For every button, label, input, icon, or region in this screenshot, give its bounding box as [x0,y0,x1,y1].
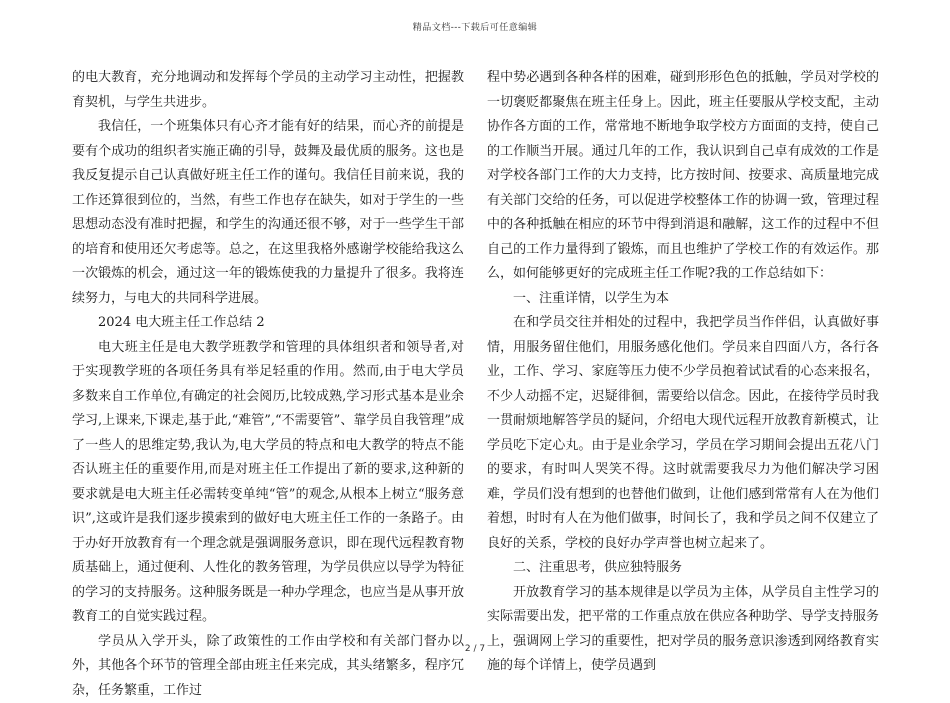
paragraph: 在和学员交往并相处的过程中，我把学员当作伴侣，认真做好事情，用服务留住他们，用服务感化他们。学员来自四面八方，各行各业，工作、学习、家庭等压力使不少学员抱着试试看的心态来报名，不少人动摇不定，迟疑徘徊，需要给以信念。因此，在接待学员时我一贯耐烦地解答学员的疑问，介绍电大现代远程开放教育新模式，让学员吃下定心丸。由于是业余学习，学员在学习期间会提出五花八门的要求，有时叫人哭笑不得。这时就需要我尽力为他们解决学习困难，学员们没有想到的也替他们做到，让他们感到常常有人在为他们着想，时时有人在为他们做事，时间长了，我和学员之间不仅建立了良好的关系，学校的良好办学声誉也树立起来了。 [487,311,879,556]
paragraph-continuation: 程中势必遇到各种各样的困难，碰到形形色色的抵触，学员对学校的一切褒贬都聚焦在班主任身上。因此，班主任要服从学校支配，主动协作各方面的工作，常常地不断地争取学校方方面面的支持，使自己的工作顺当开展。通过几年的工作，我认识到自己卓有成效的工作是对学校各部门工作的大力支持，比方按时间、按要求、高质量地完成有关部门交给的任务，可以促进学校整体工作的协调一致，管理过程中的各种抵触在相应的环节中得到消退和融解，这工作的过程中不但自己的工作力量得到了锻炼，而且也维护了学校工作的有效运作。那么，如何能够更好的完成班主任工作呢?我的工作总结如下： [487,66,879,287]
section-heading: 二、注重思考，供应独特服务 [487,556,879,581]
page-header: 精品文档---下载后可任意编辑 [0,20,950,33]
page-number: 2 / 7 [0,644,950,654]
paragraph-continuation: 的电大教育，充分地调动和发挥每个学员的主动学习主动性，把握教育契机，与学生共进步。 [72,66,464,115]
paragraph: 学员从入学开头，除了政策性的工作由学校和有关部门督办以外，其他各个环节的管理全部由班主任来完成，其头绪繁多，程序冗杂，任务繁重，工作过 [72,630,464,703]
paragraph: 我信任，一个班集体只有心齐才能有好的结果，而心齐的前提是要有个成功的组织者实施正确的引导，鼓舞及最优质的服务。这也是我反复提示自己认真做好班主任工作的谨句。我信任目前来说，我的工作还算很到位的，当然，有些工作也存在缺失，如对于学生的一些思想动态没有准时把握，和学生的沟通还很不够，对于一些学生干部的培育和使用还欠考虑等。总之，在这里我格外感谢学校能给我这么一次锻炼的机会，通过这一年的锻炼使我的力量提升了很多。我将连续努力，与电大的共同科学进展。 [72,115,464,311]
paragraph: 开放教育学习的基本规律是以学员为主体，从学员自主性学习的实际需要出发，把平常的工作重点放在供应各种助学、导学支持服务上，强调网上学习的重要性，把对学员的服务意识渗透到网络教育实施的每个详情上，使学员遇到 [487,581,879,679]
paragraph: 电大班主任是电大教学班教学和管理的具体组织者和领导者,对于实现教学班的各项任务具有举足轻重的作用。然而,由于电大学员多数来自工作单位,有确定的社会阅历,比较成熟,学习形式基本是业余学习,上课来,下课走,基于此,“难管”,“不需要管”、靠学员自我管理”成了一些人的思维定势,我认为,电大学员的特点和电大教学的特点不能否认班主任的重要作用,而是对班主任工作提出了新的要求,这种新的要求就是电大班主任必需转变单纯“管”的观念,从根本上树立“服务意识”,这或许是我们逐步摸索到的做好电大班主任工作的一条路子。由于办好开放教育有一个理念就是强调服务意识，即在现代远程教育物质基础上，通过便利、人性化的教务管理，为学员供应以导学为特征的学习的支持服务。这种服务既是一种办学理念，也应当是从事开放教育工的自觉实践过程。 [72,336,464,630]
right-column [487,66,879,679]
left-column [72,66,464,703]
section-heading: 一、注重详情，以学生为本 [487,287,879,312]
section-title: 2024 电大班主任工作总结 2 [72,311,464,336]
